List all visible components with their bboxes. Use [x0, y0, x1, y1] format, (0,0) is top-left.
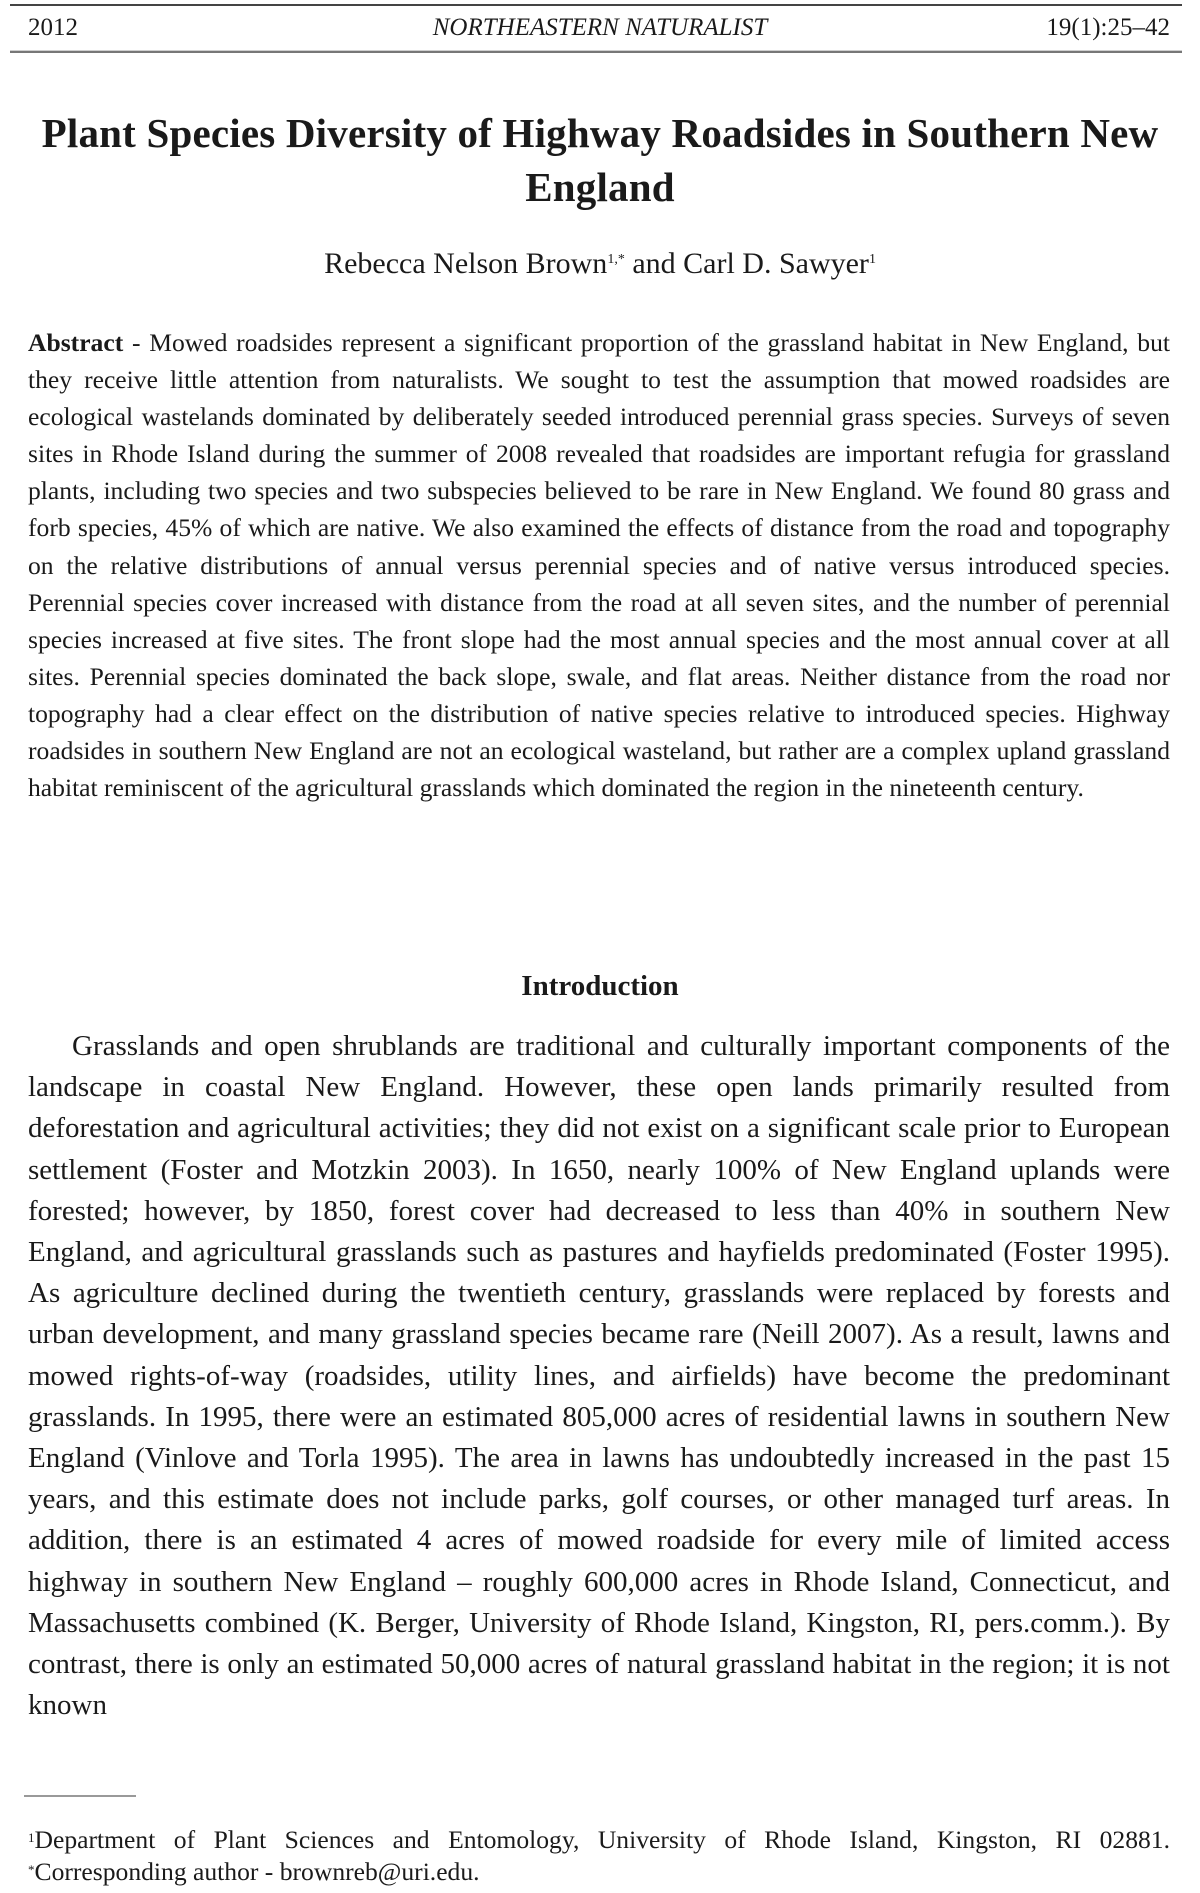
header-journal-name: NORTHEASTERN NATURALIST [432, 14, 768, 41]
header-top-rule [10, 4, 1182, 6]
section-heading-introduction: Introduction [521, 970, 679, 1002]
author-joiner: and [624, 247, 684, 280]
footnote-affiliation: Department of Plant Sciences and Entomology, University of Rhode Island, Kingston, RI 02881. [34, 1825, 1170, 1854]
header-bottom-rule [10, 50, 1182, 53]
article-title: Plant Species Diversity of Highway Roadsides in Southern New England [41, 110, 1159, 210]
footnote-corresponding-author: Corresponding author - brownreb@uri.edu. [34, 1857, 480, 1886]
footnote-affiliation-mark: 1 [28, 1830, 35, 1845]
footnote-corresponding-mark: * [28, 1862, 35, 1877]
abstract-label: Abstract [28, 328, 124, 357]
abstract-text: Mowed roadsides represent a significant proportion of the grassland habitat in New England, but they receive little attention from naturalists. We sought to test the assumption that mowed roadsides are ecological wastelands dominated by deliberately seeded introduced perennial grass species. Surveys of seven sites in Rhode Island during the summer of 2008 revealed that roadsides are important refugia for grassland plants, including two species and two subspecies believed to be rare in New England. We found 80 grass and forb species, 45% of which are native. We also examined the effects of distance from the road and topography on the relative distributions of annual versus perennial species and of native versus introduced species. Perennial species cover increased with distance from the road at all seven sites, and the number of perennial species increased at five sites. The front slope had the most annual species and the most annual cover at all sites. Perennial species dominated the back slope, swale, and flat areas. Neither distance from the road nor topography had a clear effect on the distribution of native species relative to introduced species. Highway roadsides in southern New England are not an ecological wasteland, but rather are a complex upland grassland habitat reminiscent of the agricultural grasslands which dominated the region in the nineteenth century. [28, 328, 1170, 803]
author-name: Rebecca Nelson Brown [324, 247, 608, 280]
abstract-separator: - [123, 328, 150, 357]
author-name: Carl D. Sawyer [683, 247, 869, 280]
author-list [0, 245, 1200, 283]
header-year: 2012 [28, 14, 78, 41]
footnote [28, 1824, 1170, 1888]
author-affiliation-mark: 1 [868, 252, 876, 267]
header-volume-pages: 19(1):25–42 [1046, 14, 1170, 41]
introduction-paragraph: Grasslands and open shrublands are traditional and culturally important components of the landscape in coastal New England. However, these open lands primarily resulted from deforestation and agricultural activities; they did not exist on a significant scale prior to European settlement (Foster and Motzkin 2003). In 1650, nearly 100% of New England uplands were forested; however, by 1850, forest cover had decreased to less than 40% in southern New England, and agricultural grasslands such as pastures and hayfields predominated (Foster 1995). As agriculture declined during the twentieth century, grasslands were replaced by forests and urban development, and many grassland species became rare (Neill 2007). As a result, lawns and mowed rights-of-way (roadsides, utility lines, and airfields) have become the predominant grasslands. In 1995, there were an estimated 805,000 acres of residential lawns in southern New England (Vinlove and Torla 1995). The area in lawns has undoubtedly increased in the past 15 years, and this estimate does not include parks, golf courses, or other managed turf areas. In addition, there is an estimated 4 acres of mowed roadside for every mile of limited access highway in southern New England – roughly 600,000 acres in Rhode Island, Connecticut, and Massachusetts combined (K. Berger, University of Rhode Island, Kingston, RI, pers.comm.). By contrast, there is only an estimated 50,000 acres of natural grassland habitat in the region; it is not known [28, 1030, 1170, 1722]
abstract [28, 324, 1170, 806]
footnote-separator [24, 1795, 136, 1797]
author-affiliation-mark: 1,* [607, 252, 625, 267]
